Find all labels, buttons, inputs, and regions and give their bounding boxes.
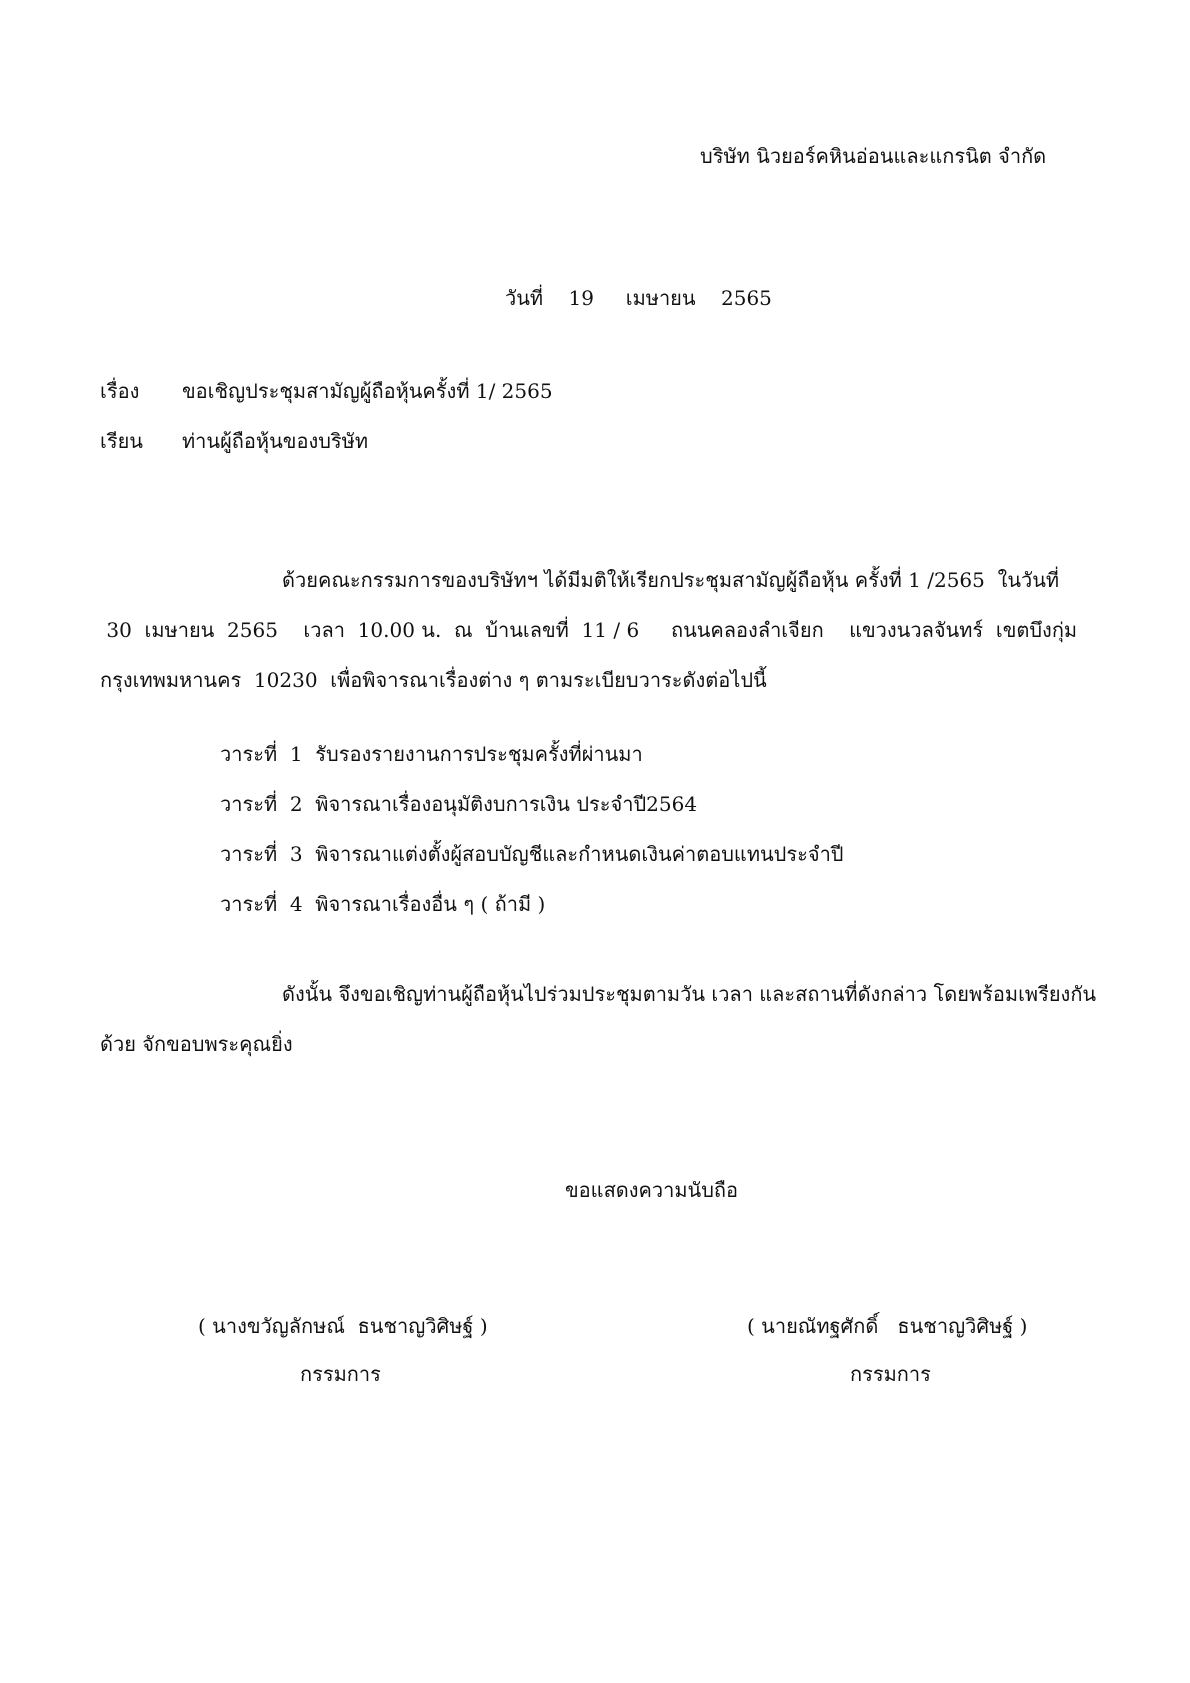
signatory-title: กรรมการ [850, 1362, 931, 1386]
signatory-name: ( นางขวัญลักษณ์ ธนชาญวิศิษฐ์ ) [198, 1314, 488, 1338]
agenda-item: วาระที่ 2 พิจารณาเรื่องอนุมัติงบการเงิน ประจำปี2564 [220, 792, 698, 816]
paragraph-line: 30 เมษายน 2565 เวลา 10.00 น. ณ บ้านเลขที่ 11 / 6 ถนนคลองลำเจียก แขวงนวลจันทร์ เขตบึงกุ่ม [100, 618, 1078, 642]
recipient-label: เรียน [100, 429, 143, 453]
paragraph-line: ด้วยคณะกรรมการของบริษัทฯ ได้มีมติให้เรียกประชุมสามัญผู้ถือหุ้น ครั้งที่ 1 /2565 ในวันที่ [282, 568, 1060, 592]
paragraph-line: ดังนั้น จึงขอเชิญท่านผู้ถือหุ้นไปร่วมประชุมตามวัน เวลา และสถานที่ดังกล่าว โดยพร้อมเพรียงกัน [282, 982, 1097, 1006]
recipient-text: ท่านผู้ถือหุ้นของบริษัท [182, 429, 369, 453]
subject-text: ขอเชิญประชุมสามัญผู้ถือหุ้นครั้งที่ 1/ 2565 [182, 379, 553, 403]
agenda-item: วาระที่ 4 พิจารณาเรื่องอื่น ๆ ( ถ้ามี ) [220, 892, 546, 916]
letter-date: วันที่ 19 เมษายน 2565 [505, 286, 772, 310]
agenda-item: วาระที่ 1 รับรองรายงานการประชุมครั้งที่ผ่านมา [220, 742, 643, 766]
closing-phrase: ขอแสดงความนับถือ [565, 1178, 739, 1202]
subject-label: เรื่อง [100, 379, 140, 403]
signatory-name: ( นายณัทฐศักดิ์ ธนชาญวิศิษฐ์ ) [747, 1314, 1028, 1338]
signatory-title: กรรมการ [300, 1362, 381, 1386]
company-name: บริษัท นิวยอร์คหินอ่อนและแกรนิต จำกัด [700, 144, 1047, 168]
agenda-item: วาระที่ 3 พิจารณาแต่งตั้งผู้สอบบัญชีและกำหนดเงินค่าตอบแทนประจำปี [220, 842, 844, 866]
paragraph-line: กรุงเทพมหานคร 10230 เพื่อพิจารณาเรื่องต่าง ๆ ตามระเบียบวาระดังต่อไปนี้ [100, 668, 767, 692]
paragraph-line: ด้วย จักขอบพระคุณยิ่ง [100, 1032, 293, 1056]
